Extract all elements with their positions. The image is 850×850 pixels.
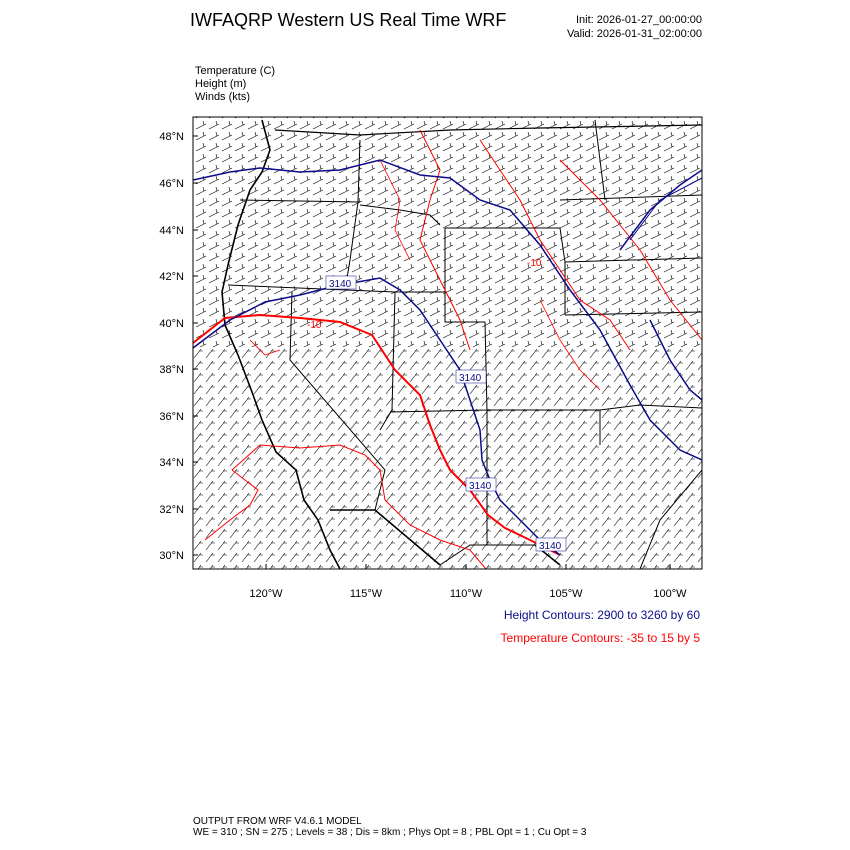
temp-label: -10 (527, 258, 542, 269)
lat-label: 48°N (159, 131, 184, 143)
lat-label: 34°N (159, 457, 184, 469)
lat-label: 36°N (159, 411, 184, 423)
field-temperature: Temperature (C) (195, 65, 276, 77)
field-winds: Winds (kts) (195, 91, 250, 103)
height-contour-note: Height Contours: 2900 to 3260 by 60 (503, 608, 700, 622)
lat-label: 30°N (159, 550, 184, 562)
height-label: 3140 (539, 541, 562, 552)
plot-title: IWFAQRP Western US Real Time WRF (190, 10, 507, 30)
lon-label: 110°W (449, 588, 483, 600)
temp-label: -10 (307, 320, 322, 331)
lon-label: 105°W (549, 588, 583, 600)
temperature-contour-note: Temperature Contours: -35 to 15 by 5 (500, 631, 700, 645)
model-config: WE = 310 ; SN = 275 ; Levels = 38 ; Dis = 8km ; Phys Opt = 8 ; PBL Opt = 1 ; Cu Opt = 3 (193, 827, 587, 838)
valid-time: Valid: 2026-01-31_02:00:00 (567, 28, 702, 40)
height-label: 3140 (329, 279, 352, 290)
lat-label: 46°N (159, 178, 184, 190)
height-label: 3140 (469, 481, 492, 492)
lon-label: 115°W (349, 588, 383, 600)
model-version: OUTPUT FROM WRF V4.6.1 MODEL (193, 816, 362, 827)
init-time: Init: 2026-01-27_00:00:00 (576, 14, 702, 26)
lat-label: 32°N (159, 504, 184, 516)
lat-axis (159, 131, 198, 562)
lat-label: 38°N (159, 364, 184, 376)
lat-label: 42°N (159, 271, 184, 283)
lon-label: 100°W (653, 588, 687, 600)
height-label: 3140 (459, 373, 482, 384)
field-height: Height (m) (195, 78, 247, 90)
lat-label: 44°N (159, 225, 184, 237)
lat-label: 40°N (159, 318, 184, 330)
lon-label: 120°W (249, 588, 283, 600)
model-info (193, 816, 586, 838)
